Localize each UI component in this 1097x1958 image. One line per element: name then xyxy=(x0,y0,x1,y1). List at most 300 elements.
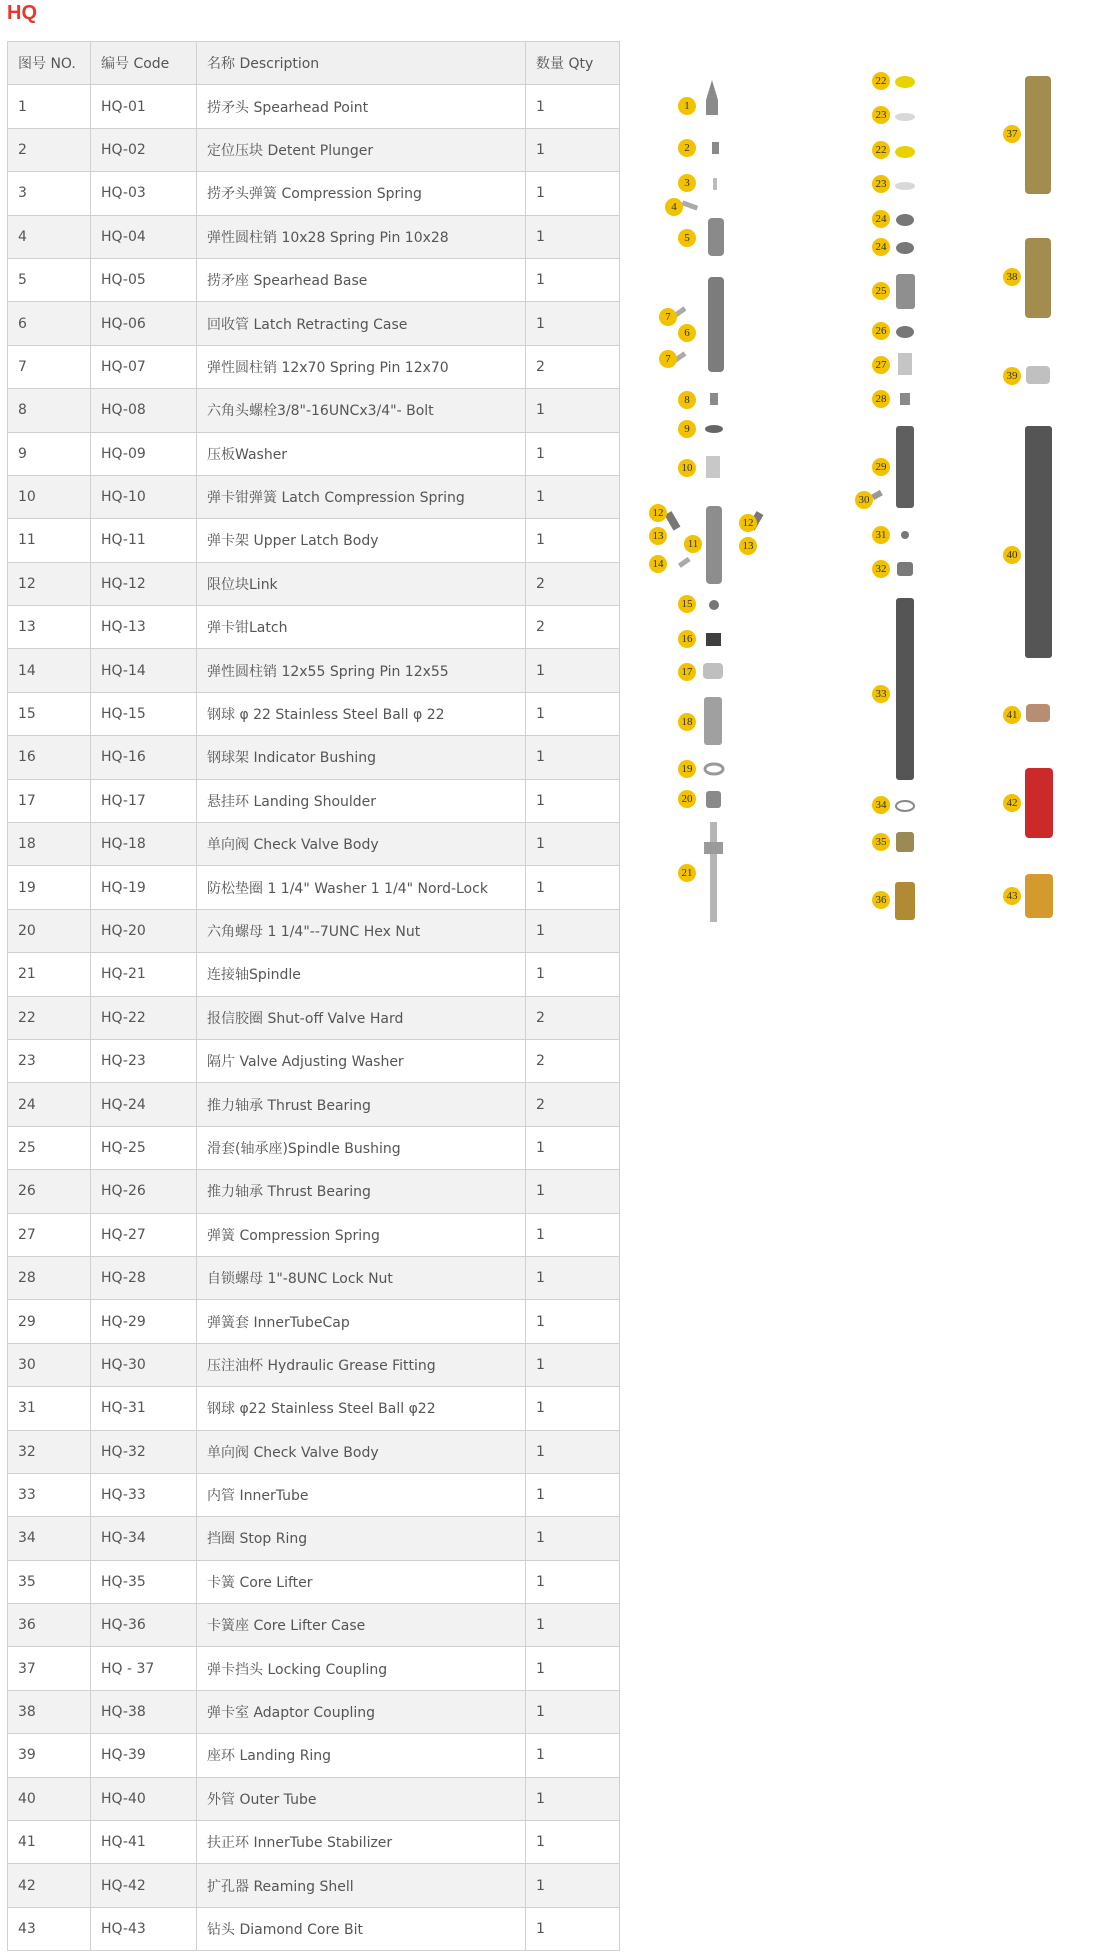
part-number-callout: 41 xyxy=(1003,706,1021,724)
cell-no: 23 xyxy=(8,1039,91,1082)
cell-qty: 2 xyxy=(526,562,620,605)
cell-qty: 1 xyxy=(526,1300,620,1343)
cell-no: 18 xyxy=(8,823,91,866)
cell-no: 1 xyxy=(8,85,91,128)
cell-qty: 2 xyxy=(526,606,620,649)
cell-code: HQ-38 xyxy=(91,1690,197,1733)
cell-description: 弹性圆柱销 10x28 Spring Pin 10x28 xyxy=(197,215,526,258)
cell-description: 捞矛座 Spearhead Base xyxy=(197,258,526,301)
cell-no: 42 xyxy=(8,1864,91,1907)
table-row xyxy=(8,736,620,779)
table-row xyxy=(8,389,620,432)
cell-description: 推力轴承 Thrust Bearing xyxy=(197,1170,526,1213)
parts-table xyxy=(7,41,620,1951)
part-number-callout: 23 xyxy=(872,175,890,193)
cell-description: 防松垫圈 1 1/4" Washer 1 1/4" Nord-Lock xyxy=(197,866,526,909)
thrust-bearing-part xyxy=(896,242,914,254)
cell-no: 10 xyxy=(8,475,91,518)
part-number-callout: 37 xyxy=(1003,125,1021,143)
cell-code: HQ-10 xyxy=(91,475,197,518)
cell-qty: 1 xyxy=(526,85,620,128)
cell-description: 弹卡架 Upper Latch Body xyxy=(197,519,526,562)
part-number-callout: 24 xyxy=(872,238,890,256)
part-number-callout: 7 xyxy=(659,350,677,368)
table-row xyxy=(8,909,620,952)
cell-qty: 1 xyxy=(526,1517,620,1560)
locking-coupling-part xyxy=(1025,76,1051,194)
cell-qty: 1 xyxy=(526,1690,620,1733)
parts-illustration xyxy=(600,60,1090,1160)
table-row xyxy=(8,1343,620,1386)
cell-qty: 1 xyxy=(526,1907,620,1950)
cell-description: 六角头螺栓3/8"-16UNCx3/4"- Bolt xyxy=(197,389,526,432)
part-number-callout: 12 xyxy=(739,514,757,532)
steel-ball-2-part xyxy=(901,531,909,539)
cell-qty: 1 xyxy=(526,302,620,345)
cell-code: HQ-24 xyxy=(91,1083,197,1126)
part-number-callout: 28 xyxy=(872,390,890,408)
detent-plunger-part xyxy=(712,142,719,154)
cell-code: HQ-07 xyxy=(91,345,197,388)
cell-code: HQ-12 xyxy=(91,562,197,605)
compression-spring-2-part xyxy=(898,353,912,375)
cell-code: HQ-26 xyxy=(91,1170,197,1213)
cell-description: 卡簧座 Core Lifter Case xyxy=(197,1604,526,1647)
cell-no: 16 xyxy=(8,736,91,779)
cell-description: 外管 Outer Tube xyxy=(197,1777,526,1820)
table-row xyxy=(8,475,620,518)
upper-latch-body-part xyxy=(706,506,722,584)
table-row xyxy=(8,823,620,866)
part-number-callout: 39 xyxy=(1003,367,1021,385)
part-number-callout: 7 xyxy=(659,308,677,326)
cell-qty: 1 xyxy=(526,779,620,822)
header-qty: 数量 Qty xyxy=(526,42,620,85)
diamond-core-bit-part xyxy=(1025,874,1053,918)
cell-code: HQ-41 xyxy=(91,1821,197,1864)
header-code: 编号 Code xyxy=(91,42,197,85)
spearhead-point-part xyxy=(706,80,718,115)
cell-qty: 1 xyxy=(526,1387,620,1430)
table-row xyxy=(8,1213,620,1256)
cell-no: 32 xyxy=(8,1430,91,1473)
cell-description: 自锁螺母 1"-8UNC Lock Nut xyxy=(197,1256,526,1299)
check-valve-body-2-part xyxy=(897,562,913,576)
cell-qty: 2 xyxy=(526,1039,620,1082)
cell-qty: 1 xyxy=(526,432,620,475)
cell-description: 定位压块 Detent Plunger xyxy=(197,128,526,171)
part-number-callout: 20 xyxy=(678,790,696,808)
table-row xyxy=(8,1690,620,1733)
cell-code: HQ-40 xyxy=(91,1777,197,1820)
table-row xyxy=(8,1560,620,1603)
table-row xyxy=(8,606,620,649)
table-row xyxy=(8,1430,620,1473)
adaptor-coupling-part xyxy=(1025,238,1051,318)
cell-description: 压注油杯 Hydraulic Grease Fitting xyxy=(197,1343,526,1386)
cell-code: HQ-08 xyxy=(91,389,197,432)
cell-qty: 1 xyxy=(526,1821,620,1864)
cell-no: 2 xyxy=(8,128,91,171)
cell-qty: 1 xyxy=(526,866,620,909)
part-number-callout: 10 xyxy=(678,459,696,477)
table-row xyxy=(8,215,620,258)
cell-description: 弹卡钳弹簧 Latch Compression Spring xyxy=(197,475,526,518)
part-number-callout: 4 xyxy=(665,198,683,216)
part-number-callout: 19 xyxy=(678,760,696,778)
cell-code: HQ-21 xyxy=(91,953,197,996)
hex-nut-part xyxy=(706,791,721,808)
cell-no: 31 xyxy=(8,1387,91,1430)
cell-description: 钢球架 Indicator Bushing xyxy=(197,736,526,779)
cell-qty: 1 xyxy=(526,1256,620,1299)
cell-qty: 2 xyxy=(526,996,620,1039)
cell-qty: 1 xyxy=(526,1777,620,1820)
table-row xyxy=(8,1256,620,1299)
cell-qty: 1 xyxy=(526,1604,620,1647)
cell-qty: 1 xyxy=(526,909,620,952)
cell-code: HQ-05 xyxy=(91,258,197,301)
stabilizer-part xyxy=(1026,704,1050,722)
cell-description: 单向阀 Check Valve Body xyxy=(197,823,526,866)
cell-description: 卡簧 Core Lifter xyxy=(197,1560,526,1603)
cell-code: HQ-43 xyxy=(91,1907,197,1950)
part-number-callout: 22 xyxy=(872,141,890,159)
cell-description: 挡圈 Stop Ring xyxy=(197,1517,526,1560)
part-number-callout: 24 xyxy=(872,210,890,228)
cell-no: 39 xyxy=(8,1734,91,1777)
cell-description: 弹卡室 Adaptor Coupling xyxy=(197,1690,526,1733)
table-row xyxy=(8,1604,620,1647)
cell-qty: 1 xyxy=(526,1560,620,1603)
part-number-callout: 14 xyxy=(649,555,667,573)
table-row xyxy=(8,1907,620,1950)
cell-code: HQ-23 xyxy=(91,1039,197,1082)
stop-ring-part xyxy=(896,801,914,811)
cell-code: HQ-29 xyxy=(91,1300,197,1343)
part-number-callout: 13 xyxy=(649,527,667,545)
part-number-callout: 25 xyxy=(872,282,890,300)
cell-code: HQ-15 xyxy=(91,692,197,735)
cell-code: HQ-06 xyxy=(91,302,197,345)
part-number-callout: 2 xyxy=(678,139,696,157)
cell-description: 弹性圆柱销 12x55 Spring Pin 12x55 xyxy=(197,649,526,692)
cell-qty: 1 xyxy=(526,1343,620,1386)
table-row xyxy=(8,953,620,996)
part-number-callout: 12 xyxy=(649,504,667,522)
part-number-callout: 27 xyxy=(872,356,890,374)
part-number-callout: 40 xyxy=(1003,546,1021,564)
cell-description: 内管 InnerTube xyxy=(197,1473,526,1516)
spearhead-base-part xyxy=(708,218,724,256)
cell-description: 回收管 Latch Retracting Case xyxy=(197,302,526,345)
cell-no: 17 xyxy=(8,779,91,822)
cell-no: 5 xyxy=(8,258,91,301)
cell-no: 8 xyxy=(8,389,91,432)
part-number-callout: 13 xyxy=(739,537,757,555)
cell-qty: 1 xyxy=(526,1213,620,1256)
table-row xyxy=(8,172,620,215)
cell-code: HQ-31 xyxy=(91,1387,197,1430)
cell-description: 扩孔器 Reaming Shell xyxy=(197,1864,526,1907)
inner-tube-part xyxy=(896,598,914,780)
nord-lock-washer-part xyxy=(705,764,723,774)
shut-off-valve-part xyxy=(895,146,915,158)
cell-code: HQ-13 xyxy=(91,606,197,649)
cell-qty: 1 xyxy=(526,128,620,171)
cell-code: HQ-39 xyxy=(91,1734,197,1777)
core-lifter-case-part xyxy=(895,882,915,920)
cell-description: 压板Washer xyxy=(197,432,526,475)
cell-code: HQ-02 xyxy=(91,128,197,171)
cell-no: 43 xyxy=(8,1907,91,1950)
cell-no: 37 xyxy=(8,1647,91,1690)
cell-code: HQ-01 xyxy=(91,85,197,128)
part-number-callout: 6 xyxy=(678,324,696,342)
latch-retracting-case-part xyxy=(708,277,724,372)
cell-no: 22 xyxy=(8,996,91,1039)
table-row xyxy=(8,1039,620,1082)
cell-description: 限位块Link xyxy=(197,562,526,605)
cell-description: 弹簧 Compression Spring xyxy=(197,1213,526,1256)
table-row xyxy=(8,128,620,171)
cell-qty: 1 xyxy=(526,649,620,692)
core-lifter-part xyxy=(896,832,914,852)
part-number-callout: 32 xyxy=(872,560,890,578)
header-no: 图号 NO. xyxy=(8,42,91,85)
part-number-callout: 15 xyxy=(678,595,696,613)
cell-qty: 1 xyxy=(526,1864,620,1907)
cell-no: 13 xyxy=(8,606,91,649)
cell-qty: 1 xyxy=(526,258,620,301)
table-row xyxy=(8,996,620,1039)
cell-no: 41 xyxy=(8,1821,91,1864)
cell-no: 21 xyxy=(8,953,91,996)
cell-no: 12 xyxy=(8,562,91,605)
part-number-callout: 21 xyxy=(678,864,696,882)
cell-qty: 2 xyxy=(526,345,620,388)
cell-qty: 1 xyxy=(526,1126,620,1169)
cell-no: 27 xyxy=(8,1213,91,1256)
cell-code: HQ-42 xyxy=(91,1864,197,1907)
cell-code: HQ-09 xyxy=(91,432,197,475)
cell-description: 报信胶圈 Shut-off Valve Hard xyxy=(197,996,526,1039)
part-number-callout: 11 xyxy=(684,535,702,553)
cell-description: 单向阀 Check Valve Body xyxy=(197,1430,526,1473)
cell-code: HQ-20 xyxy=(91,909,197,952)
landing-ring-part xyxy=(1026,366,1050,384)
exploded-parts-diagram xyxy=(600,60,1090,1160)
cell-code: HQ-27 xyxy=(91,1213,197,1256)
table-row xyxy=(8,1083,620,1126)
cell-code: HQ-36 xyxy=(91,1604,197,1647)
compression-spring-part xyxy=(713,178,717,190)
table-row xyxy=(8,519,620,562)
table-row xyxy=(8,432,620,475)
table-row xyxy=(8,1777,620,1820)
part-number-callout: 26 xyxy=(872,322,890,340)
cell-no: 9 xyxy=(8,432,91,475)
table-row xyxy=(8,779,620,822)
part-number-callout: 3 xyxy=(678,174,696,192)
cell-qty: 1 xyxy=(526,823,620,866)
part-number-callout: 31 xyxy=(872,526,890,544)
cell-no: 11 xyxy=(8,519,91,562)
cell-description: 推力轴承 Thrust Bearing xyxy=(197,1083,526,1126)
part-number-callout: 35 xyxy=(872,833,890,851)
cell-qty: 1 xyxy=(526,953,620,996)
cell-code: HQ-18 xyxy=(91,823,197,866)
latch-spring-part xyxy=(706,456,720,478)
cell-description: 钢球 φ 22 Stainless Steel Ball φ 22 xyxy=(197,692,526,735)
cell-qty: 1 xyxy=(526,1734,620,1777)
cell-no: 29 xyxy=(8,1300,91,1343)
cell-no: 35 xyxy=(8,1560,91,1603)
part-number-callout: 17 xyxy=(678,663,696,681)
cell-code: HQ-04 xyxy=(91,215,197,258)
part-number-callout: 36 xyxy=(872,891,890,909)
table-row xyxy=(8,1387,620,1430)
table-row xyxy=(8,345,620,388)
cell-no: 28 xyxy=(8,1256,91,1299)
cell-no: 4 xyxy=(8,215,91,258)
page-title: HQ xyxy=(7,2,37,24)
table-row xyxy=(8,649,620,692)
cell-qty: 1 xyxy=(526,692,620,735)
cell-no: 38 xyxy=(8,1690,91,1733)
cell-description: 隔片 Valve Adjusting Washer xyxy=(197,1039,526,1082)
cell-description: 六角螺母 1 1/4"--7UNC Hex Nut xyxy=(197,909,526,952)
cell-no: 40 xyxy=(8,1777,91,1820)
part-number-callout: 18 xyxy=(678,713,696,731)
table-row xyxy=(8,1126,620,1169)
cell-description: 钻头 Diamond Core Bit xyxy=(197,1907,526,1950)
table-row xyxy=(8,692,620,735)
table-row xyxy=(8,302,620,345)
cell-qty: 1 xyxy=(526,1170,620,1213)
cell-no: 33 xyxy=(8,1473,91,1516)
cell-no: 7 xyxy=(8,345,91,388)
cell-qty: 1 xyxy=(526,736,620,779)
part-number-callout: 23 xyxy=(872,106,890,124)
cell-no: 26 xyxy=(8,1170,91,1213)
table-row xyxy=(8,562,620,605)
cell-qty: 1 xyxy=(526,1473,620,1516)
part-number-callout: 8 xyxy=(678,391,696,409)
lock-nut-part xyxy=(900,393,910,405)
table-row xyxy=(8,1647,620,1690)
cell-code: HQ-03 xyxy=(91,172,197,215)
cell-code: HQ - 37 xyxy=(91,1647,197,1690)
part-number-callout: 16 xyxy=(678,630,696,648)
cell-code: HQ-22 xyxy=(91,996,197,1039)
table-row xyxy=(8,1170,620,1213)
cell-description: 扶正环 InnerTube Stabilizer xyxy=(197,1821,526,1864)
inner-tube-cap-part xyxy=(896,426,914,508)
cell-code: HQ-17 xyxy=(91,779,197,822)
cell-qty: 1 xyxy=(526,1647,620,1690)
cell-code: HQ-19 xyxy=(91,866,197,909)
cell-qty: 1 xyxy=(526,475,620,518)
washer-part xyxy=(705,425,723,433)
cell-description: 弹性圆柱销 12x70 Spring Pin 12x70 xyxy=(197,345,526,388)
part-number-callout: 42 xyxy=(1003,794,1021,812)
part-number-callout: 29 xyxy=(872,458,890,476)
part-number-callout: 43 xyxy=(1003,887,1021,905)
cell-no: 19 xyxy=(8,866,91,909)
spring-pin-part xyxy=(681,200,698,210)
cell-code: HQ-11 xyxy=(91,519,197,562)
cell-qty: 1 xyxy=(526,389,620,432)
table-row xyxy=(8,1517,620,1560)
cell-qty: 1 xyxy=(526,172,620,215)
table-row xyxy=(8,1300,620,1343)
table-header-row xyxy=(8,42,620,85)
header-description: 名称 Description xyxy=(197,42,526,85)
bolt-part xyxy=(710,393,718,405)
part-number-callout: 9 xyxy=(678,420,696,438)
check-valve-body-part xyxy=(704,697,722,745)
part-number-callout: 34 xyxy=(872,796,890,814)
cell-code: HQ-30 xyxy=(91,1343,197,1386)
cell-no: 24 xyxy=(8,1083,91,1126)
cell-description: 滑套(轴承座)Spindle Bushing xyxy=(197,1126,526,1169)
cell-no: 14 xyxy=(8,649,91,692)
part-number-callout: 1 xyxy=(678,97,696,115)
part-number-callout: 30 xyxy=(855,491,873,509)
table-row xyxy=(8,1734,620,1777)
thrust-bearing-part xyxy=(896,214,914,226)
cell-qty: 1 xyxy=(526,215,620,258)
table-row xyxy=(8,85,620,128)
cell-code: HQ-32 xyxy=(91,1430,197,1473)
cell-code: HQ-28 xyxy=(91,1256,197,1299)
cell-code: HQ-16 xyxy=(91,736,197,779)
thrust-bearing-single-part xyxy=(896,326,914,338)
cell-description: 弹卡挡头 Locking Coupling xyxy=(197,1647,526,1690)
spring-pin-12x55-part xyxy=(678,557,691,568)
part-number-callout: 33 xyxy=(872,685,890,703)
cell-description: 捞矛头 Spearhead Point xyxy=(197,85,526,128)
part-number-callout: 22 xyxy=(872,72,890,90)
cell-qty: 1 xyxy=(526,1430,620,1473)
cell-description: 悬挂环 Landing Shoulder xyxy=(197,779,526,822)
spindle-bushing-part xyxy=(896,274,915,309)
table-body xyxy=(8,85,620,1951)
table-row xyxy=(8,866,620,909)
reaming-shell-part xyxy=(1025,768,1053,838)
spindle-collar-part xyxy=(704,842,723,854)
table-row xyxy=(8,1821,620,1864)
part-number-callout: 38 xyxy=(1003,268,1021,286)
spindle-part xyxy=(710,822,717,922)
cell-no: 15 xyxy=(8,692,91,735)
adjusting-washer-part xyxy=(895,113,915,121)
cell-description: 捞矛头弹簧 Compression Spring xyxy=(197,172,526,215)
table-row xyxy=(8,1473,620,1516)
table-row xyxy=(8,258,620,301)
indicator-bushing-part xyxy=(706,633,721,646)
cell-code: HQ-33 xyxy=(91,1473,197,1516)
cell-qty: 2 xyxy=(526,1083,620,1126)
cell-no: 36 xyxy=(8,1604,91,1647)
cell-code: HQ-25 xyxy=(91,1126,197,1169)
table-row xyxy=(8,1864,620,1907)
cell-code: HQ-34 xyxy=(91,1517,197,1560)
part-number-callout: 5 xyxy=(678,229,696,247)
outer-tube-part xyxy=(1025,426,1052,658)
cell-description: 弹卡钳Latch xyxy=(197,606,526,649)
